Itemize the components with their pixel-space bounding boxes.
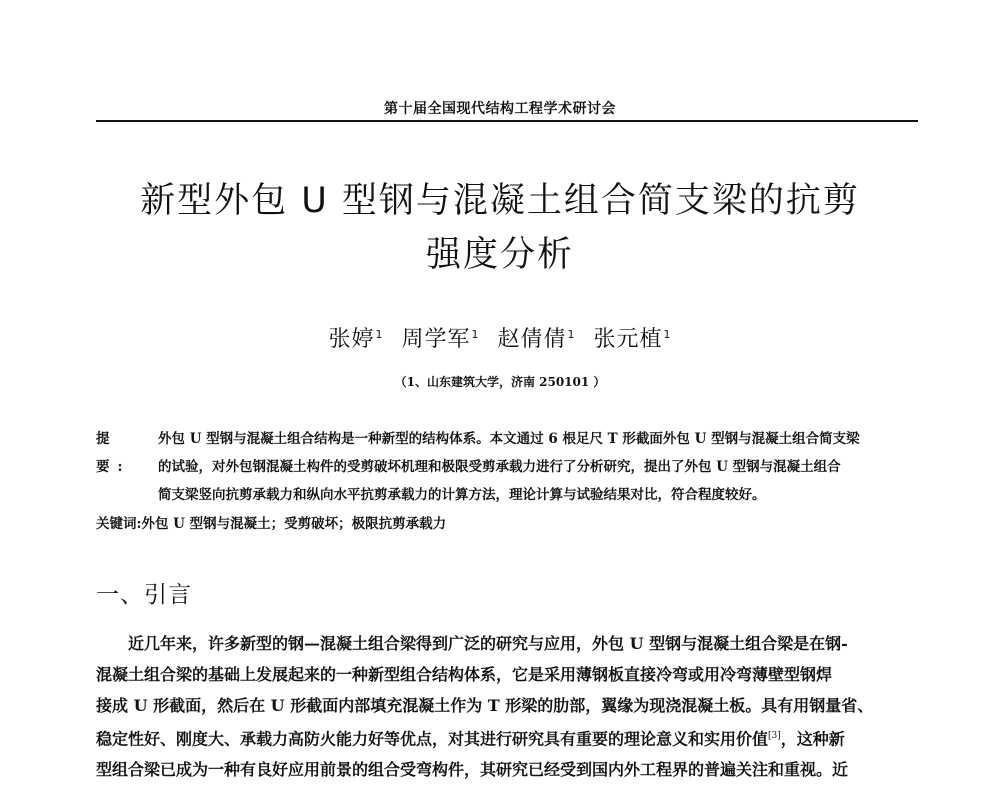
abstract-body <box>158 425 918 509</box>
citation-marker: [3] <box>768 731 781 741</box>
abstract-line: 的试验，对外包钢混凝土构件的受剪破坏机理和极限受剪承载力进行了分析研究，提出了外包 U 型钢与混凝土组合 <box>158 459 841 475</box>
section-heading: 一、引言 <box>96 582 192 608</box>
paragraph-line: 混凝土组合梁的基础上发展起来的一种新型组合结构体系，它是采用薄钢板直接冷弯或用冷弯薄壁型钢焊 <box>96 665 833 684</box>
author <box>328 327 383 352</box>
keywords-label: 关键词: <box>96 516 142 532</box>
paragraph-line: 型组合梁已成为一种有良好应用前景的组合受弯构件，其研究已经受到国内外工程界的普遍关注和重视。近 <box>96 760 849 780</box>
author-name: 张婷 <box>328 327 375 352</box>
abstract <box>96 425 918 509</box>
paragraph-line <box>96 721 918 754</box>
author <box>594 327 672 352</box>
intro-paragraph <box>96 628 918 785</box>
paper-title-line-2: 强度分析 <box>425 235 574 275</box>
affiliation-mark: 1 <box>567 327 576 341</box>
abstract-line: 简支梁竖向抗剪承载力和纵向水平抗剪承载力的计算方法，理论计算与试验结果对比，符合程度较好。 <box>158 487 766 503</box>
header-rule <box>96 120 918 122</box>
author-name: 周学军 <box>401 327 471 352</box>
author <box>401 327 479 352</box>
affiliation-mark: 1 <box>663 327 672 341</box>
paragraph-line: 接成 U 形截面，然后在 U 形截面内部填充混凝土作为 T 形梁的肋部，翼缘为现浇混凝土板。具有用钢量省、 <box>96 696 874 715</box>
paper-title-line-1: 新型外包 U 型钢与混凝土组合简支梁的抗剪 <box>140 181 860 221</box>
paragraph-line-text: 稳定性好、刚度大、承载力高防火能力好等优点，对其进行研究具有重要的理论意义和实用价值 <box>96 729 769 749</box>
author-list <box>0 322 1000 353</box>
abstract-line: 外包 U 型钢与混凝土组合结构是一种新型的结构体系。本文通过 6 根足尺 T 形截面外包 U 型钢与混凝土组合简支梁 <box>158 431 860 447</box>
affiliation-mark: 1 <box>375 327 384 341</box>
keywords <box>96 510 918 538</box>
author <box>498 327 576 352</box>
paragraph-line-text: ，这种新 <box>780 729 845 749</box>
paragraph-line: 近几年来，许多新型的钢—混凝土组合梁得到广泛的研究与应用，外包 U 型钢与混凝土组合梁是在钢- <box>128 634 848 653</box>
running-header: 第十届全国现代结构工程学术研讨会 <box>384 101 616 117</box>
affiliation-mark: 1 <box>471 327 480 341</box>
affiliation: （1、山东建筑大学，济南 250101 ） <box>394 375 606 389</box>
author-name: 赵倩倩 <box>497 327 567 352</box>
paper-title <box>0 174 1000 282</box>
author-name: 张元植 <box>593 327 663 352</box>
abstract-label: 提 要: <box>96 431 131 475</box>
keywords-text: 外包 U 型钢与混凝土；受剪破坏；极限抗剪承载力 <box>141 516 447 532</box>
